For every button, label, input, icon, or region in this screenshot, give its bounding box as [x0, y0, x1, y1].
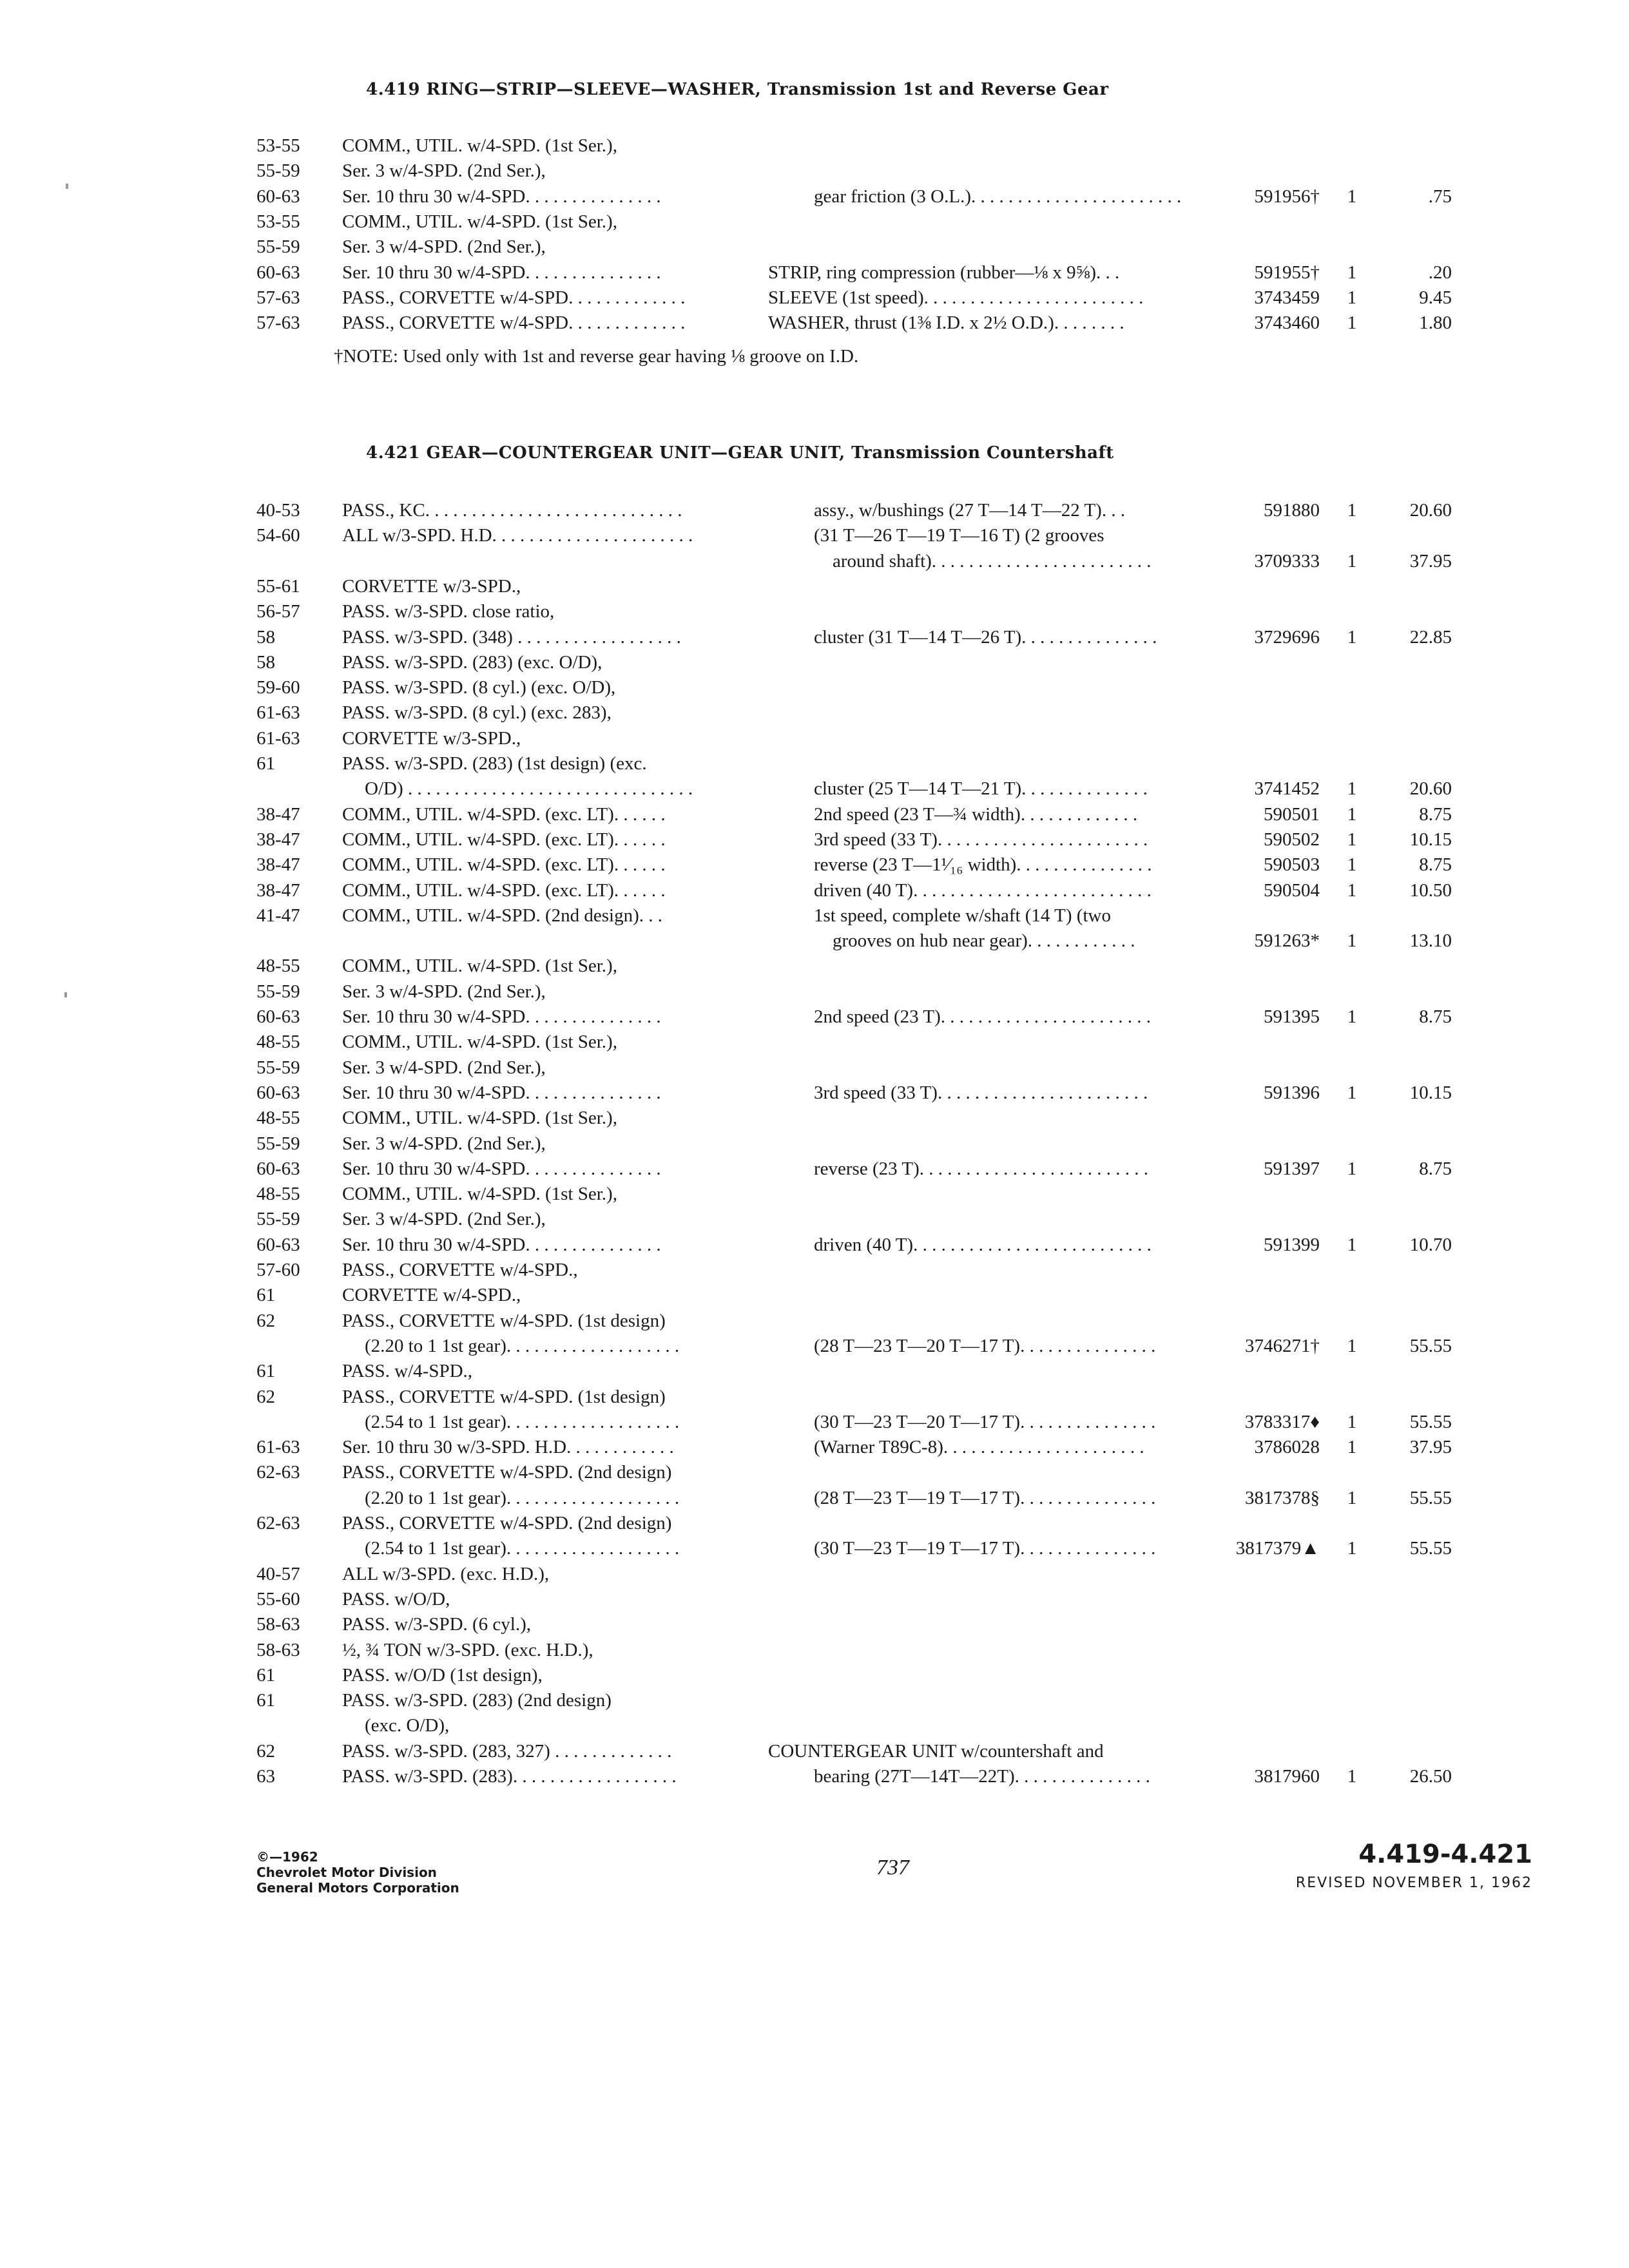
table-row	[0, 1640, 1629, 1666]
year-cell: 60-63	[256, 186, 300, 207]
quantity-cell: 1	[1347, 879, 1357, 901]
year-cell: 62	[256, 1386, 275, 1407]
model-cell: Ser. 3 w/4-SPD. (2nd Ser.),	[342, 160, 546, 182]
year-cell: 57-63	[256, 287, 300, 308]
table-row	[0, 1336, 1629, 1361]
table-row	[0, 1209, 1629, 1235]
table-row	[0, 1285, 1629, 1311]
year-cell: 55-59	[256, 1209, 300, 1230]
year-cell: 60-63	[256, 1234, 300, 1255]
model-cell: COMM., UTIL. w/4-SPD. (exc. LT). . . . . .	[342, 803, 666, 825]
table-row	[0, 551, 1629, 577]
table-row	[0, 702, 1629, 728]
price-cell: 55.55	[1409, 1538, 1452, 1559]
model-cell: COMM., UTIL. w/4-SPD. (1st Ser.),	[342, 1032, 617, 1053]
price-cell: .75	[1428, 186, 1452, 207]
table-row	[0, 677, 1629, 703]
table-row	[0, 981, 1629, 1007]
year-cell: 61-63	[256, 702, 300, 724]
model-cell: (exc. O/D),	[365, 1715, 450, 1736]
year-cell: 58-63	[256, 1614, 300, 1635]
description-cell: 2nd speed (23 T). . . . . . . . . . . . . . . . . . . . . . .	[814, 1006, 1152, 1027]
year-cell: 62-63	[256, 1462, 300, 1483]
part-number-cell: 3783317♦	[1244, 1411, 1320, 1432]
part-number-cell: 591880	[1264, 500, 1320, 521]
table-row	[0, 1158, 1629, 1184]
table-row	[0, 829, 1629, 855]
model-cell: PASS. w/O/D (1st design),	[342, 1664, 543, 1686]
table-row	[0, 1235, 1629, 1260]
table-row	[0, 1082, 1629, 1108]
model-cell: PASS., CORVETTE w/4-SPD. (1st design)	[342, 1310, 666, 1331]
model-cell: PASS., CORVETTE w/4-SPD. (2nd design)	[342, 1513, 672, 1533]
description-cell: WASHER, thrust (1⅜ I.D. x 2½ O.D.). . . . . . . .	[768, 312, 1124, 334]
year-cell: 59-60	[256, 677, 300, 698]
description-cell: SLEEVE (1st speed). . . . . . . . . . . . . . . . . . . . . . . .	[768, 287, 1144, 308]
table-row	[0, 135, 1629, 161]
part-number-cell: 3709333	[1254, 550, 1320, 572]
year-cell: 53-55	[256, 211, 300, 232]
table-row	[0, 753, 1629, 779]
model-cell: PASS. w/O/D,	[342, 1588, 450, 1610]
model-cell: ½, ¾ TON w/3-SPD. (exc. H.D.),	[342, 1639, 593, 1660]
table-row	[0, 1057, 1629, 1083]
part-number-cell: 3743459	[1254, 287, 1320, 308]
copyright-division: Chevrolet Motor Division	[256, 1865, 437, 1880]
year-cell: 61	[256, 1664, 275, 1686]
part-number-cell: 591399	[1264, 1234, 1320, 1255]
description-cell: around shaft). . . . . . . . . . . . . . . . . . . . . . . .	[833, 550, 1152, 572]
part-number-cell: 591263*	[1254, 930, 1320, 952]
part-number-cell: 3786028	[1254, 1437, 1320, 1458]
price-cell: 37.95	[1409, 1437, 1452, 1458]
price-cell: 55.55	[1409, 1487, 1452, 1508]
model-cell: PASS. w/3-SPD. (6 cyl.),	[342, 1614, 532, 1635]
model-cell: CORVETTE w/3-SPD.,	[342, 575, 521, 597]
quantity-cell: 1	[1347, 1335, 1357, 1356]
quantity-cell: 1	[1347, 1538, 1357, 1559]
description-cell: assy., w/bushings (27 T—14 T—22 T). . .	[814, 500, 1126, 521]
description-cell: STRIP, ring compression (rubber—⅛ x 9⅝). . .	[768, 262, 1120, 283]
table-row	[0, 1311, 1629, 1336]
quantity-cell: 1	[1347, 550, 1357, 572]
year-cell: 61	[256, 1285, 275, 1306]
model-cell: PASS. w/3-SPD. (283). . . . . . . . . . . . . . . . . .	[342, 1766, 677, 1787]
table-row	[0, 728, 1629, 754]
table-row	[0, 287, 1629, 313]
quantity-cell: 1	[1347, 778, 1357, 800]
table-row	[0, 1766, 1629, 1792]
table-row	[0, 186, 1629, 212]
part-number-cell: 590504	[1264, 879, 1320, 901]
year-cell: 55-59	[256, 1133, 300, 1154]
copyright-block	[256, 1849, 459, 1896]
part-number-cell: 3743460	[1254, 312, 1320, 334]
quantity-cell: 1	[1347, 312, 1357, 334]
model-cell: CORVETTE w/4-SPD.,	[342, 1285, 521, 1306]
table-row	[0, 652, 1629, 678]
description-cell: COUNTERGEAR UNIT w/countershaft and	[768, 1740, 1104, 1762]
quantity-cell: 1	[1347, 1766, 1357, 1787]
table-row	[0, 880, 1629, 906]
price-cell: 10.15	[1409, 829, 1452, 850]
description-cell: cluster (25 T—14 T—21 T). . . . . . . . . . . . . .	[814, 778, 1148, 800]
model-cell: Ser. 3 w/4-SPD. (2nd Ser.),	[342, 1133, 546, 1154]
part-number-cell: 590502	[1264, 829, 1320, 850]
price-cell: 8.75	[1419, 803, 1452, 825]
table-row	[0, 1184, 1629, 1209]
price-cell: 10.50	[1409, 879, 1452, 901]
year-cell: 55-59	[256, 1057, 300, 1078]
part-number-cell: 590501	[1264, 803, 1320, 825]
quantity-cell: 1	[1347, 1487, 1357, 1508]
model-cell: PASS. w/3-SPD. (8 cyl.) (exc. 283),	[342, 702, 612, 724]
table-row	[0, 627, 1629, 653]
year-cell: 60-63	[256, 1158, 300, 1179]
year-cell: 48-55	[256, 1184, 300, 1205]
quantity-cell: 1	[1347, 500, 1357, 521]
quantity-cell: 1	[1347, 829, 1357, 850]
model-cell: CORVETTE w/3-SPD.,	[342, 727, 521, 749]
model-cell: Ser. 10 thru 30 w/4-SPD. . . . . . . . . . . . . . .	[342, 1234, 661, 1255]
year-cell: 53-55	[256, 135, 300, 156]
description-cell: cluster (31 T—14 T—26 T). . . . . . . . . . . . . . .	[814, 626, 1157, 648]
price-cell: 1.80	[1419, 312, 1452, 334]
part-number-cell: 591395	[1264, 1006, 1320, 1027]
table-row	[0, 1412, 1629, 1437]
description-cell: grooves on hub near gear). . . . . . . . . . . .	[833, 930, 1135, 952]
model-cell: PASS., KC. . . . . . . . . . . . . . . . . . . . . . . . . . . .	[342, 500, 682, 521]
table-row	[0, 1741, 1629, 1767]
table-row	[0, 804, 1629, 830]
price-cell: 10.15	[1409, 1082, 1452, 1103]
model-cell: (2.54 to 1 1st gear). . . . . . . . . . . . . . . . . . .	[365, 1411, 680, 1432]
model-cell: PASS. w/3-SPD. close ratio,	[342, 601, 555, 622]
price-cell: 55.55	[1409, 1335, 1452, 1356]
model-cell: COMM., UTIL. w/4-SPD. (1st Ser.),	[342, 1108, 617, 1129]
table-row	[0, 1006, 1629, 1032]
model-cell: PASS. w/4-SPD.,	[342, 1361, 473, 1382]
table-row	[0, 1387, 1629, 1412]
model-cell: Ser. 10 thru 30 w/4-SPD. . . . . . . . . . . . . . .	[342, 186, 661, 207]
year-cell: 55-60	[256, 1588, 300, 1610]
table-row	[0, 1488, 1629, 1514]
table-row	[0, 160, 1629, 186]
year-cell: 48-55	[256, 1032, 300, 1053]
model-cell: COMM., UTIL. w/4-SPD. (1st Ser.),	[342, 1184, 617, 1205]
quantity-cell: 1	[1347, 803, 1357, 825]
model-cell: PASS., CORVETTE w/4-SPD. . . . . . . . . . . . .	[342, 312, 686, 334]
quantity-cell: 1	[1347, 930, 1357, 952]
table-row	[0, 1032, 1629, 1057]
year-cell: 55-59	[256, 160, 300, 182]
part-number-cell: 3741452	[1254, 778, 1320, 800]
description-cell: reverse (23 T—1¹⁄₁₆ width). . . . . . . . . . . . . . .	[814, 854, 1152, 876]
model-cell: PASS., CORVETTE w/4-SPD. . . . . . . . . . . . .	[342, 287, 686, 308]
description-cell: (28 T—23 T—19 T—17 T). . . . . . . . . . . . . . .	[814, 1487, 1156, 1508]
table-row	[0, 1589, 1629, 1615]
description-cell: (Warner T89C-8). . . . . . . . . . . . . . . . . . . . . .	[814, 1437, 1144, 1458]
part-number-cell: 3729696	[1254, 626, 1320, 648]
quantity-cell: 1	[1347, 1234, 1357, 1255]
table-row	[0, 1564, 1629, 1590]
description-cell: (31 T—26 T—19 T—16 T) (2 grooves	[814, 525, 1104, 546]
table-row	[0, 576, 1629, 602]
table-row	[0, 1462, 1629, 1488]
model-cell: PASS. w/3-SPD. (283) (exc. O/D),	[342, 651, 602, 673]
table-row	[0, 854, 1629, 880]
description-cell: driven (40 T). . . . . . . . . . . . . . . . . . . . . . . . . .	[814, 1234, 1152, 1255]
model-cell: Ser. 3 w/4-SPD. (2nd Ser.),	[342, 981, 546, 1002]
description-cell: 3rd speed (33 T). . . . . . . . . . . . . . . . . . . . . . .	[814, 829, 1148, 850]
model-cell: PASS. w/3-SPD. (283) (2nd design)	[342, 1690, 612, 1711]
table-row	[0, 1260, 1629, 1285]
price-cell: 13.10	[1409, 930, 1452, 952]
table-row	[0, 211, 1629, 237]
table-row	[0, 312, 1629, 338]
year-cell: 55-59	[256, 981, 300, 1002]
section-title: 4.421 GEAR—COUNTERGEAR UNIT—GEAR UNIT, Transmission Countershaft	[366, 443, 1114, 463]
model-cell: (2.20 to 1 1st gear). . . . . . . . . . . . . . . . . . .	[365, 1335, 680, 1356]
table-row	[0, 1133, 1629, 1159]
year-cell: 61-63	[256, 727, 300, 749]
price-cell: 22.85	[1409, 626, 1452, 648]
year-cell: 38-47	[256, 803, 300, 825]
model-cell: COMM., UTIL. w/4-SPD. (1st Ser.),	[342, 956, 617, 977]
price-cell: 37.95	[1409, 550, 1452, 572]
part-number-cell: 3817379▲	[1235, 1538, 1320, 1559]
model-cell: (2.20 to 1 1st gear). . . . . . . . . . . . . . . . . . .	[365, 1487, 680, 1508]
year-cell: 38-47	[256, 829, 300, 850]
year-cell: 58	[256, 651, 275, 673]
year-cell: 48-55	[256, 1108, 300, 1129]
model-cell: PASS. w/3-SPD. (283, 327) . . . . . . . . . . . . .	[342, 1740, 672, 1762]
model-cell: COMM., UTIL. w/4-SPD. (exc. LT). . . . . .	[342, 829, 666, 850]
description-cell: 2nd speed (23 T—¾ width). . . . . . . . . . . . .	[814, 803, 1138, 825]
description-cell: driven (40 T). . . . . . . . . . . . . . . . . . . . . . . . . .	[814, 879, 1152, 901]
year-cell: 60-63	[256, 262, 300, 283]
year-cell: 41-47	[256, 905, 300, 926]
model-cell: ALL w/3-SPD. (exc. H.D.),	[342, 1563, 550, 1584]
copyright-corporation: General Motors Corporation	[256, 1880, 459, 1896]
quantity-cell: 1	[1347, 287, 1357, 308]
year-cell: 48-55	[256, 956, 300, 977]
model-cell: Ser. 10 thru 30 w/4-SPD. . . . . . . . . . . . . . .	[342, 1006, 661, 1027]
model-cell: (2.54 to 1 1st gear). . . . . . . . . . . . . . . . . . .	[365, 1538, 680, 1559]
quantity-cell: 1	[1347, 1411, 1357, 1432]
table-row	[0, 1437, 1629, 1463]
table-row	[0, 956, 1629, 981]
table-row	[0, 1538, 1629, 1564]
model-cell: COMM., UTIL. w/4-SPD. (exc. LT). . . . . .	[342, 879, 666, 901]
copyright-year: ©—1962	[256, 1849, 318, 1865]
part-number-cell: 591956†	[1254, 186, 1320, 207]
year-cell: 58	[256, 626, 275, 648]
table-row	[0, 930, 1629, 956]
year-cell: 62	[256, 1740, 275, 1762]
year-cell: 61	[256, 1361, 275, 1382]
price-cell: 26.50	[1409, 1766, 1452, 1787]
page-number: 737	[876, 1856, 909, 1879]
model-cell: Ser. 10 thru 30 w/4-SPD. . . . . . . . . . . . . . .	[342, 1158, 661, 1179]
quantity-cell: 1	[1347, 186, 1357, 207]
part-number-cell: 3817960	[1254, 1766, 1320, 1787]
year-cell: 54-60	[256, 525, 300, 546]
description-cell: (30 T—23 T—20 T—17 T). . . . . . . . . . . . . . .	[814, 1411, 1156, 1432]
table-row	[0, 1665, 1629, 1691]
price-cell: 10.70	[1409, 1234, 1452, 1255]
price-cell: 20.60	[1409, 778, 1452, 800]
year-cell: 38-47	[256, 854, 300, 876]
table-row	[0, 500, 1629, 526]
table-row	[0, 1108, 1629, 1133]
quantity-cell: 1	[1347, 1006, 1357, 1027]
part-number-cell: 591955†	[1254, 262, 1320, 283]
year-cell: 61-63	[256, 1437, 300, 1458]
model-cell: COMM., UTIL. w/4-SPD. (1st Ser.),	[342, 211, 617, 232]
year-cell: 40-57	[256, 1563, 300, 1584]
table-row	[0, 1513, 1629, 1539]
table-row	[0, 1361, 1629, 1387]
year-cell: 56-57	[256, 601, 300, 622]
description-cell: (30 T—23 T—19 T—17 T). . . . . . . . . . . . . . .	[814, 1538, 1156, 1559]
quantity-cell: 1	[1347, 1082, 1357, 1103]
year-cell: 57-60	[256, 1260, 300, 1280]
table-row	[0, 778, 1629, 804]
year-cell: 40-53	[256, 500, 300, 521]
year-cell: 38-47	[256, 879, 300, 901]
quantity-cell: 1	[1347, 854, 1357, 876]
description-cell: bearing (27T—14T—22T). . . . . . . . . . . . . . .	[814, 1766, 1150, 1787]
model-cell: PASS., CORVETTE w/4-SPD. (1st design)	[342, 1386, 666, 1407]
table-row	[0, 905, 1629, 931]
model-cell: Ser. 10 thru 30 w/4-SPD. . . . . . . . . . . . . . .	[342, 1082, 661, 1103]
model-cell: Ser. 3 w/4-SPD. (2nd Ser.),	[342, 236, 546, 258]
model-cell: PASS. w/3-SPD. (348) . . . . . . . . . . . . . . . . . .	[342, 626, 681, 648]
year-cell: 61	[256, 1690, 275, 1711]
year-cell: 61	[256, 753, 275, 774]
description-cell: reverse (23 T). . . . . . . . . . . . . . . . . . . . . . . . .	[814, 1158, 1148, 1179]
price-cell: .20	[1428, 262, 1452, 283]
table-row	[0, 601, 1629, 627]
year-cell: 60-63	[256, 1082, 300, 1103]
table-row	[0, 1715, 1629, 1741]
price-cell: 8.75	[1419, 1158, 1452, 1179]
price-cell: 8.75	[1419, 1006, 1452, 1027]
price-cell: 9.45	[1419, 287, 1452, 308]
table-row	[0, 525, 1629, 551]
model-cell: Ser. 10 thru 30 w/3-SPD. H.D. . . . . . . . . . . .	[342, 1437, 674, 1458]
year-cell: 60-63	[256, 1006, 300, 1027]
model-cell: PASS. w/3-SPD. (8 cyl.) (exc. O/D),	[342, 677, 616, 698]
table-row	[0, 236, 1629, 262]
part-number-cell: 3746271†	[1245, 1335, 1320, 1356]
footnote: †NOTE: Used only with 1st and reverse gear having ⅛ groove on I.D.	[334, 346, 859, 367]
year-cell: 55-59	[256, 236, 300, 258]
quantity-cell: 1	[1347, 626, 1357, 648]
model-cell: COMM., UTIL. w/4-SPD. (2nd design). . .	[342, 905, 663, 926]
year-cell: 62-63	[256, 1513, 300, 1533]
model-cell: PASS., CORVETTE w/4-SPD. (2nd design)	[342, 1462, 672, 1483]
year-cell: 58-63	[256, 1639, 300, 1660]
description-cell: (28 T—23 T—20 T—17 T). . . . . . . . . . . . . . .	[814, 1335, 1156, 1356]
quantity-cell: 1	[1347, 1437, 1357, 1458]
part-number-cell: 591396	[1264, 1082, 1320, 1103]
model-cell: Ser. 10 thru 30 w/4-SPD. . . . . . . . . . . . . . .	[342, 262, 661, 283]
table-row	[0, 262, 1629, 288]
quantity-cell: 1	[1347, 1158, 1357, 1179]
model-cell: PASS. w/3-SPD. (283) (1st design) (exc.	[342, 753, 647, 774]
year-cell: 55-61	[256, 575, 300, 597]
description-cell: 1st speed, complete w/shaft (14 T) (two	[814, 905, 1111, 926]
price-cell: 55.55	[1409, 1411, 1452, 1432]
revision-date: REVISED NOVEMBER 1, 1962	[1295, 1875, 1532, 1891]
model-cell: COMM., UTIL. w/4-SPD. (1st Ser.),	[342, 135, 617, 156]
year-cell: 62	[256, 1310, 275, 1331]
model-cell: PASS., CORVETTE w/4-SPD.,	[342, 1260, 578, 1280]
section-reference: 4.419-4.421	[1358, 1840, 1532, 1869]
model-cell: O/D) . . . . . . . . . . . . . . . . . . . . . . . . . . . . . . .	[365, 778, 693, 800]
model-cell: Ser. 3 w/4-SPD. (2nd Ser.),	[342, 1209, 546, 1230]
description-cell: gear friction (3 O.L.). . . . . . . . . . . . . . . . . . . . . . .	[814, 186, 1182, 207]
table-row	[0, 1690, 1629, 1716]
price-cell: 20.60	[1409, 500, 1452, 521]
part-number-cell: 590503	[1264, 854, 1320, 876]
description-cell: 3rd speed (33 T). . . . . . . . . . . . . . . . . . . . . . .	[814, 1082, 1148, 1103]
part-number-cell: 591397	[1264, 1158, 1320, 1179]
year-cell: 57-63	[256, 312, 300, 334]
model-cell: ALL w/3-SPD. H.D. . . . . . . . . . . . . . . . . . . . . .	[342, 525, 693, 546]
model-cell: COMM., UTIL. w/4-SPD. (exc. LT). . . . . .	[342, 854, 666, 876]
year-cell: 63	[256, 1766, 275, 1787]
section-title: 4.419 RING—STRIP—SLEEVE—WASHER, Transmission 1st and Reverse Gear	[366, 80, 1109, 99]
part-number-cell: 3817378§	[1245, 1487, 1320, 1508]
price-cell: 8.75	[1419, 854, 1452, 876]
quantity-cell: 1	[1347, 262, 1357, 283]
table-row	[0, 1614, 1629, 1640]
model-cell: Ser. 3 w/4-SPD. (2nd Ser.),	[342, 1057, 546, 1078]
